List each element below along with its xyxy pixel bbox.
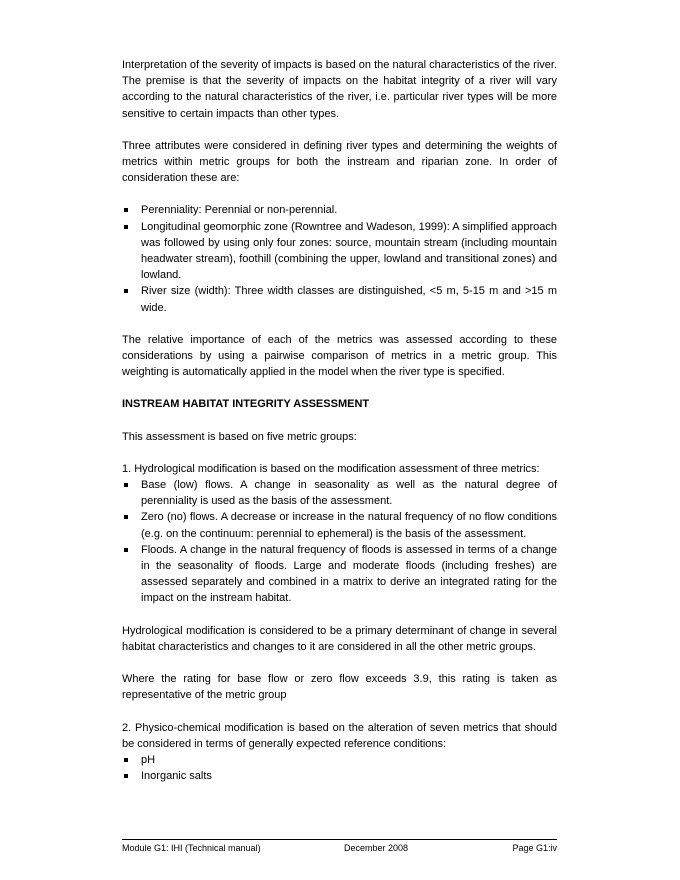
intro-paragraph: Interpretation of the severity of impacts is based on the natural characteristics of the river. The premise is that the severity of impacts on the habitat integrity of a river will vary according to the natural characteristics of the river, i.e. particular river types will be more sensitive to certain impacts than other types. (122, 59, 557, 120)
document-body (122, 57, 557, 784)
list-item: Floods. A change in the natural frequency of floods is assessed in terms of a change in the seasonality of floods. Large and moderate floods (including freshes) are assessed separately and combined in a matrix to derive an integrated rating for the impact on the instream habitat. (122, 542, 557, 607)
metric-groups-intro: This assessment is based on five metric groups: (122, 430, 357, 443)
group2-intro: 2. Physico-chemical modification is based on the alteration of seven metrics that should be considered in terms of generally expected reference conditions: (122, 721, 557, 750)
list-item: River size (width): Three width classes are distinguished, <5 m, 5-15 m and >15 m wide. (122, 283, 557, 315)
group1-list (122, 477, 557, 607)
group2-list (122, 752, 557, 784)
page-footer (122, 839, 557, 853)
bullet-icon (124, 515, 128, 519)
list-item: Inorganic salts (122, 768, 557, 784)
weighting-paragraph: The relative importance of each of the metrics was assessed according to these considerations by using a pairwise comparison of metrics in a metric group. This weighting is automatically applied in the model when the river type is specified. (122, 333, 557, 379)
rating-paragraph: Where the rating for base flow or zero flow exceeds 3.9, this rating is taken as representative of the metric group (122, 673, 557, 702)
footer-module: Module G1: IHI (Technical manual) (122, 843, 261, 853)
attributes-list (122, 202, 557, 315)
list-item: Perenniality: Perennial or non-perennial. (122, 202, 557, 218)
hydrological-paragraph: Hydrological modification is considered to be a primary determinant of change in several habitat characteristics and changes to it are considered in all the other metric groups. (122, 624, 557, 653)
bullet-icon (124, 774, 128, 778)
list-item: Zero (no) flows. A decrease or increase in the natural frequency of no flow conditions (e.g. on the continuum: perennial to ephemeral) is the basis of the assessment. (122, 509, 557, 541)
list-item: Longitudinal geomorphic zone (Rowntree and Wadeson, 1999): A simplified approach was followed by using only four zones: source, mountain stream (including mountain headwater stream), foothill (combining the upper, lowland and transitional zones) and lowland. (122, 219, 557, 284)
list-item: pH (122, 752, 557, 768)
bullet-icon (124, 483, 128, 487)
list-item: Base (low) flows. A change in seasonality as well as the natural degree of perenniality is used as the basis of the assessment. (122, 477, 557, 509)
group1-intro: 1. Hydrological modification is based on the modification assessment of three metrics: (122, 462, 540, 475)
bullet-icon (124, 548, 128, 552)
bullet-icon (124, 208, 128, 212)
bullet-icon (124, 289, 128, 293)
bullet-icon (124, 758, 128, 762)
bullet-icon (124, 225, 128, 229)
footer-page-number: Page G1:iv (512, 843, 557, 853)
attributes-intro-paragraph: Three attributes were considered in defining river types and determining the weights of metrics within metric groups for both the instream and riparian zone. In order of consideration these are: (122, 139, 557, 185)
section-heading: INSTREAM HABITAT INTEGRITY ASSESSMENT (122, 398, 370, 411)
footer-date: December 2008 (344, 843, 409, 853)
